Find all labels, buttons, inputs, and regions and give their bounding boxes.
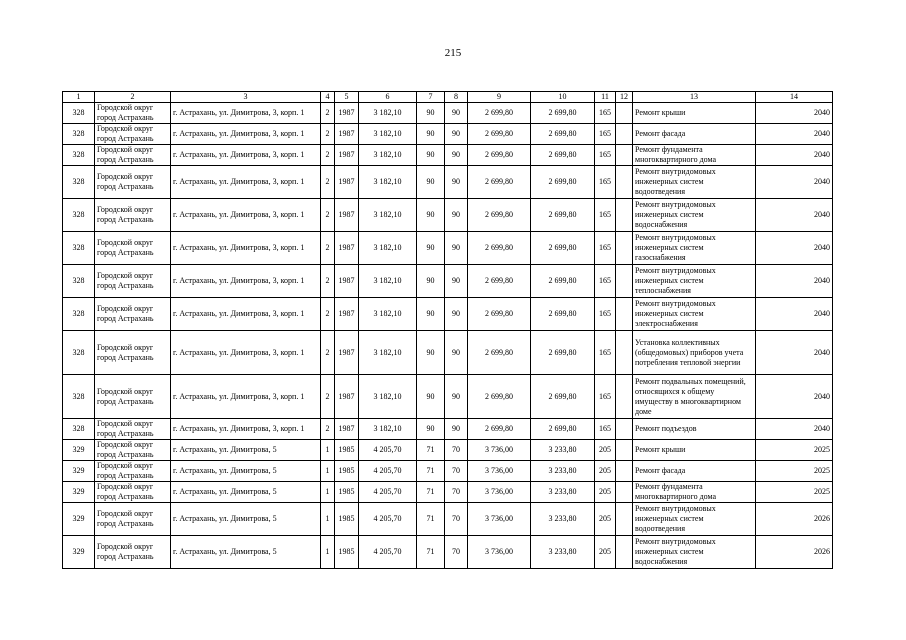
address-cell: г. Астрахань, ул. Димитрова, 3, корп. 1	[171, 103, 321, 124]
column-number-row	[63, 92, 833, 103]
col-4-cell: 1	[321, 482, 335, 503]
work-type-cell: Установка коллективных (общедомовых) приборов учета потребления тепловой энергии	[633, 331, 756, 375]
table-row	[63, 232, 833, 265]
col-10-cell: 2 699,80	[531, 166, 595, 199]
year-cell: 1985	[335, 482, 359, 503]
period-cell: 2040	[756, 124, 833, 145]
area-cell: 3 182,10	[359, 103, 417, 124]
period-cell: 2026	[756, 536, 833, 569]
table-row	[63, 103, 833, 124]
row-number-cell: 328	[63, 199, 95, 232]
work-type-cell: Ремонт фундамента многоквартирного дома	[633, 482, 756, 503]
municipality-cell: Городской округ город Астрахань	[95, 103, 171, 124]
area-cell: 3 182,10	[359, 265, 417, 298]
col-12-cell	[616, 461, 633, 482]
address-cell: г. Астрахань, ул. Димитрова, 3, корп. 1	[171, 375, 321, 419]
work-type-cell: Ремонт внутридомовых инженерных систем электроснабжения	[633, 298, 756, 331]
period-cell: 2026	[756, 503, 833, 536]
column-number: 12	[616, 92, 633, 103]
row-number-cell: 329	[63, 461, 95, 482]
col-7-cell: 90	[417, 331, 445, 375]
col-12-cell	[616, 166, 633, 199]
period-cell: 2025	[756, 440, 833, 461]
year-cell: 1985	[335, 461, 359, 482]
year-cell: 1987	[335, 375, 359, 419]
col-9-cell: 2 699,80	[468, 124, 531, 145]
col-4-cell: 1	[321, 503, 335, 536]
row-number-cell: 328	[63, 145, 95, 166]
col-9-cell: 2 699,80	[468, 419, 531, 440]
column-number: 1	[63, 92, 95, 103]
col-10-cell: 3 233,80	[531, 536, 595, 569]
year-cell: 1987	[335, 103, 359, 124]
work-type-cell: Ремонт подъездов	[633, 419, 756, 440]
col-9-cell: 3 736,00	[468, 461, 531, 482]
year-cell: 1987	[335, 419, 359, 440]
table-row	[63, 536, 833, 569]
period-cell: 2040	[756, 331, 833, 375]
col-8-cell: 70	[445, 461, 468, 482]
col-4-cell: 1	[321, 461, 335, 482]
row-number-cell: 328	[63, 124, 95, 145]
col-10-cell: 2 699,80	[531, 419, 595, 440]
column-number: 3	[171, 92, 321, 103]
col-9-cell: 2 699,80	[468, 199, 531, 232]
col-11-cell: 165	[595, 265, 616, 298]
col-12-cell	[616, 482, 633, 503]
address-cell: г. Астрахань, ул. Димитрова, 3, корп. 1	[171, 265, 321, 298]
year-cell: 1985	[335, 536, 359, 569]
col-11-cell: 165	[595, 124, 616, 145]
col-4-cell: 2	[321, 265, 335, 298]
address-cell: г. Астрахань, ул. Димитрова, 3, корп. 1	[171, 145, 321, 166]
column-number: 7	[417, 92, 445, 103]
col-4-cell: 2	[321, 103, 335, 124]
address-cell: г. Астрахань, ул. Димитрова, 3, корп. 1	[171, 298, 321, 331]
col-8-cell: 90	[445, 265, 468, 298]
area-cell: 3 182,10	[359, 145, 417, 166]
column-number: 6	[359, 92, 417, 103]
work-type-cell: Ремонт внутридомовых инженерных систем водоснабжения	[633, 536, 756, 569]
work-type-cell: Ремонт внутридомовых инженерных систем теплоснабжения	[633, 265, 756, 298]
col-8-cell: 90	[445, 419, 468, 440]
table-row	[63, 265, 833, 298]
row-number-cell: 328	[63, 103, 95, 124]
area-cell: 4 205,70	[359, 482, 417, 503]
col-12-cell	[616, 145, 633, 166]
municipality-cell: Городской округ город Астрахань	[95, 536, 171, 569]
col-11-cell: 205	[595, 503, 616, 536]
period-cell: 2040	[756, 265, 833, 298]
col-7-cell: 71	[417, 440, 445, 461]
col-12-cell	[616, 232, 633, 265]
col-11-cell: 205	[595, 536, 616, 569]
address-cell: г. Астрахань, ул. Димитрова, 5	[171, 536, 321, 569]
municipality-cell: Городской округ город Астрахань	[95, 440, 171, 461]
year-cell: 1985	[335, 440, 359, 461]
col-11-cell: 165	[595, 103, 616, 124]
period-cell: 2025	[756, 482, 833, 503]
col-4-cell: 2	[321, 199, 335, 232]
year-cell: 1985	[335, 503, 359, 536]
year-cell: 1987	[335, 331, 359, 375]
col-8-cell: 70	[445, 536, 468, 569]
col-7-cell: 90	[417, 166, 445, 199]
col-7-cell: 71	[417, 503, 445, 536]
col-10-cell: 2 699,80	[531, 265, 595, 298]
col-12-cell	[616, 440, 633, 461]
col-10-cell: 3 233,80	[531, 440, 595, 461]
municipality-cell: Городской округ город Астрахань	[95, 331, 171, 375]
col-7-cell: 71	[417, 536, 445, 569]
col-10-cell: 2 699,80	[531, 199, 595, 232]
address-cell: г. Астрахань, ул. Димитрова, 3, корп. 1	[171, 124, 321, 145]
col-7-cell: 90	[417, 103, 445, 124]
col-12-cell	[616, 503, 633, 536]
col-4-cell: 2	[321, 124, 335, 145]
col-10-cell: 3 233,80	[531, 461, 595, 482]
year-cell: 1987	[335, 199, 359, 232]
column-number: 10	[531, 92, 595, 103]
col-12-cell	[616, 199, 633, 232]
col-9-cell: 3 736,00	[468, 440, 531, 461]
col-9-cell: 2 699,80	[468, 166, 531, 199]
address-cell: г. Астрахань, ул. Димитрова, 5	[171, 482, 321, 503]
col-7-cell: 90	[417, 265, 445, 298]
area-cell: 3 182,10	[359, 124, 417, 145]
col-4-cell: 1	[321, 536, 335, 569]
col-4-cell: 2	[321, 331, 335, 375]
col-12-cell	[616, 536, 633, 569]
col-8-cell: 90	[445, 103, 468, 124]
work-type-cell: Ремонт внутридомовых инженерных систем водоснабжения	[633, 199, 756, 232]
col-10-cell: 2 699,80	[531, 124, 595, 145]
col-11-cell: 205	[595, 482, 616, 503]
col-12-cell	[616, 331, 633, 375]
municipality-cell: Городской округ город Астрахань	[95, 298, 171, 331]
col-8-cell: 90	[445, 166, 468, 199]
column-number: 13	[633, 92, 756, 103]
work-type-cell: Ремонт внутридомовых инженерных систем газоснабжения	[633, 232, 756, 265]
table-row	[63, 199, 833, 232]
col-4-cell: 1	[321, 440, 335, 461]
col-9-cell: 2 699,80	[468, 103, 531, 124]
municipality-cell: Городской округ город Астрахань	[95, 503, 171, 536]
col-7-cell: 90	[417, 375, 445, 419]
col-12-cell	[616, 375, 633, 419]
table-row	[63, 461, 833, 482]
col-10-cell: 2 699,80	[531, 145, 595, 166]
period-cell: 2040	[756, 232, 833, 265]
year-cell: 1987	[335, 265, 359, 298]
col-11-cell: 165	[595, 331, 616, 375]
col-10-cell: 3 233,80	[531, 503, 595, 536]
table-row	[63, 482, 833, 503]
column-number: 14	[756, 92, 833, 103]
area-cell: 4 205,70	[359, 461, 417, 482]
area-cell: 3 182,10	[359, 199, 417, 232]
municipality-cell: Городской округ город Астрахань	[95, 265, 171, 298]
address-cell: г. Астрахань, ул. Димитрова, 3, корп. 1	[171, 232, 321, 265]
area-cell: 3 182,10	[359, 375, 417, 419]
municipality-cell: Городской округ город Астрахань	[95, 124, 171, 145]
row-number-cell: 328	[63, 375, 95, 419]
table-row	[63, 298, 833, 331]
table-row	[63, 503, 833, 536]
col-11-cell: 205	[595, 440, 616, 461]
col-8-cell: 90	[445, 298, 468, 331]
column-number: 2	[95, 92, 171, 103]
municipality-cell: Городской округ город Астрахань	[95, 145, 171, 166]
address-cell: г. Астрахань, ул. Димитрова, 5	[171, 503, 321, 536]
area-cell: 4 205,70	[359, 503, 417, 536]
col-10-cell: 2 699,80	[531, 331, 595, 375]
col-8-cell: 90	[445, 331, 468, 375]
col-12-cell	[616, 265, 633, 298]
page-number: 215	[444, 47, 462, 59]
row-number-cell: 329	[63, 536, 95, 569]
municipality-cell: Городской округ город Астрахань	[95, 199, 171, 232]
column-number: 4	[321, 92, 335, 103]
address-cell: г. Астрахань, ул. Димитрова, 3, корп. 1	[171, 331, 321, 375]
work-type-cell: Ремонт внутридомовых инженерных систем водоотведения	[633, 166, 756, 199]
col-8-cell: 90	[445, 124, 468, 145]
col-9-cell: 2 699,80	[468, 375, 531, 419]
col-7-cell: 71	[417, 461, 445, 482]
col-4-cell: 2	[321, 166, 335, 199]
col-7-cell: 90	[417, 145, 445, 166]
year-cell: 1987	[335, 145, 359, 166]
row-number-cell: 328	[63, 331, 95, 375]
column-number: 5	[335, 92, 359, 103]
col-11-cell: 165	[595, 375, 616, 419]
area-cell: 3 182,10	[359, 166, 417, 199]
col-12-cell	[616, 103, 633, 124]
col-11-cell: 165	[595, 419, 616, 440]
table-row	[63, 375, 833, 419]
work-type-cell: Ремонт внутридомовых инженерных систем водоотведения	[633, 503, 756, 536]
row-number-cell: 328	[63, 298, 95, 331]
period-cell: 2025	[756, 461, 833, 482]
year-cell: 1987	[335, 124, 359, 145]
period-cell: 2040	[756, 419, 833, 440]
col-10-cell: 2 699,80	[531, 298, 595, 331]
col-4-cell: 2	[321, 298, 335, 331]
col-11-cell: 165	[595, 166, 616, 199]
work-type-cell: Ремонт крыши	[633, 103, 756, 124]
municipality-cell: Городской округ город Астрахань	[95, 482, 171, 503]
area-cell: 4 205,70	[359, 440, 417, 461]
col-4-cell: 2	[321, 232, 335, 265]
col-4-cell: 2	[321, 419, 335, 440]
col-7-cell: 90	[417, 199, 445, 232]
row-number-cell: 329	[63, 503, 95, 536]
work-type-cell: Ремонт фасада	[633, 461, 756, 482]
col-9-cell: 2 699,80	[468, 298, 531, 331]
work-type-cell: Ремонт фасада	[633, 124, 756, 145]
area-cell: 3 182,10	[359, 419, 417, 440]
col-12-cell	[616, 298, 633, 331]
column-number: 11	[595, 92, 616, 103]
col-12-cell	[616, 124, 633, 145]
municipality-cell: Городской округ город Астрахань	[95, 419, 171, 440]
table-row	[63, 440, 833, 461]
year-cell: 1987	[335, 166, 359, 199]
row-number-cell: 329	[63, 482, 95, 503]
col-8-cell: 90	[445, 375, 468, 419]
period-cell: 2040	[756, 103, 833, 124]
row-number-cell: 329	[63, 440, 95, 461]
work-type-cell: Ремонт крыши	[633, 440, 756, 461]
work-type-cell: Ремонт фундамента многоквартирного дома	[633, 145, 756, 166]
col-9-cell: 3 736,00	[468, 536, 531, 569]
col-10-cell: 2 699,80	[531, 375, 595, 419]
period-cell: 2040	[756, 375, 833, 419]
area-cell: 4 205,70	[359, 536, 417, 569]
col-10-cell: 3 233,80	[531, 482, 595, 503]
col-7-cell: 90	[417, 124, 445, 145]
col-11-cell: 165	[595, 298, 616, 331]
col-12-cell	[616, 419, 633, 440]
row-number-cell: 328	[63, 166, 95, 199]
period-cell: 2040	[756, 145, 833, 166]
municipality-cell: Городской округ город Астрахань	[95, 232, 171, 265]
col-8-cell: 90	[445, 145, 468, 166]
area-cell: 3 182,10	[359, 232, 417, 265]
col-11-cell: 165	[595, 145, 616, 166]
col-8-cell: 70	[445, 440, 468, 461]
table-row	[63, 419, 833, 440]
col-7-cell: 71	[417, 482, 445, 503]
year-cell: 1987	[335, 298, 359, 331]
col-10-cell: 2 699,80	[531, 232, 595, 265]
column-number: 9	[468, 92, 531, 103]
row-number-cell: 328	[63, 232, 95, 265]
col-8-cell: 70	[445, 503, 468, 536]
row-number-cell: 328	[63, 265, 95, 298]
col-7-cell: 90	[417, 232, 445, 265]
table-row	[63, 166, 833, 199]
housing-repair-table	[62, 91, 833, 569]
table-row	[63, 124, 833, 145]
year-cell: 1987	[335, 232, 359, 265]
table-row	[63, 331, 833, 375]
column-number: 8	[445, 92, 468, 103]
row-number-cell: 328	[63, 419, 95, 440]
col-8-cell: 90	[445, 199, 468, 232]
municipality-cell: Городской округ город Астрахань	[95, 461, 171, 482]
col-11-cell: 165	[595, 232, 616, 265]
col-7-cell: 90	[417, 419, 445, 440]
address-cell: г. Астрахань, ул. Димитрова, 5	[171, 461, 321, 482]
municipality-cell: Городской округ город Астрахань	[95, 375, 171, 419]
address-cell: г. Астрахань, ул. Димитрова, 3, корп. 1	[171, 166, 321, 199]
area-cell: 3 182,10	[359, 298, 417, 331]
col-9-cell: 2 699,80	[468, 331, 531, 375]
address-cell: г. Астрахань, ул. Димитрова, 3, корп. 1	[171, 419, 321, 440]
col-4-cell: 2	[321, 145, 335, 166]
col-10-cell: 2 699,80	[531, 103, 595, 124]
work-type-cell: Ремонт подвальных помещений, относящихся к общему имуществу в многоквартирном доме	[633, 375, 756, 419]
col-7-cell: 90	[417, 298, 445, 331]
period-cell: 2040	[756, 298, 833, 331]
col-9-cell: 2 699,80	[468, 232, 531, 265]
address-cell: г. Астрахань, ул. Димитрова, 3, корп. 1	[171, 199, 321, 232]
col-9-cell: 2 699,80	[468, 145, 531, 166]
table-row	[63, 145, 833, 166]
col-8-cell: 70	[445, 482, 468, 503]
address-cell: г. Астрахань, ул. Димитрова, 5	[171, 440, 321, 461]
period-cell: 2040	[756, 166, 833, 199]
col-11-cell: 205	[595, 461, 616, 482]
municipality-cell: Городской округ город Астрахань	[95, 166, 171, 199]
period-cell: 2040	[756, 199, 833, 232]
col-9-cell: 3 736,00	[468, 503, 531, 536]
col-9-cell: 2 699,80	[468, 265, 531, 298]
col-4-cell: 2	[321, 375, 335, 419]
col-9-cell: 3 736,00	[468, 482, 531, 503]
area-cell: 3 182,10	[359, 331, 417, 375]
col-11-cell: 165	[595, 199, 616, 232]
col-8-cell: 90	[445, 232, 468, 265]
